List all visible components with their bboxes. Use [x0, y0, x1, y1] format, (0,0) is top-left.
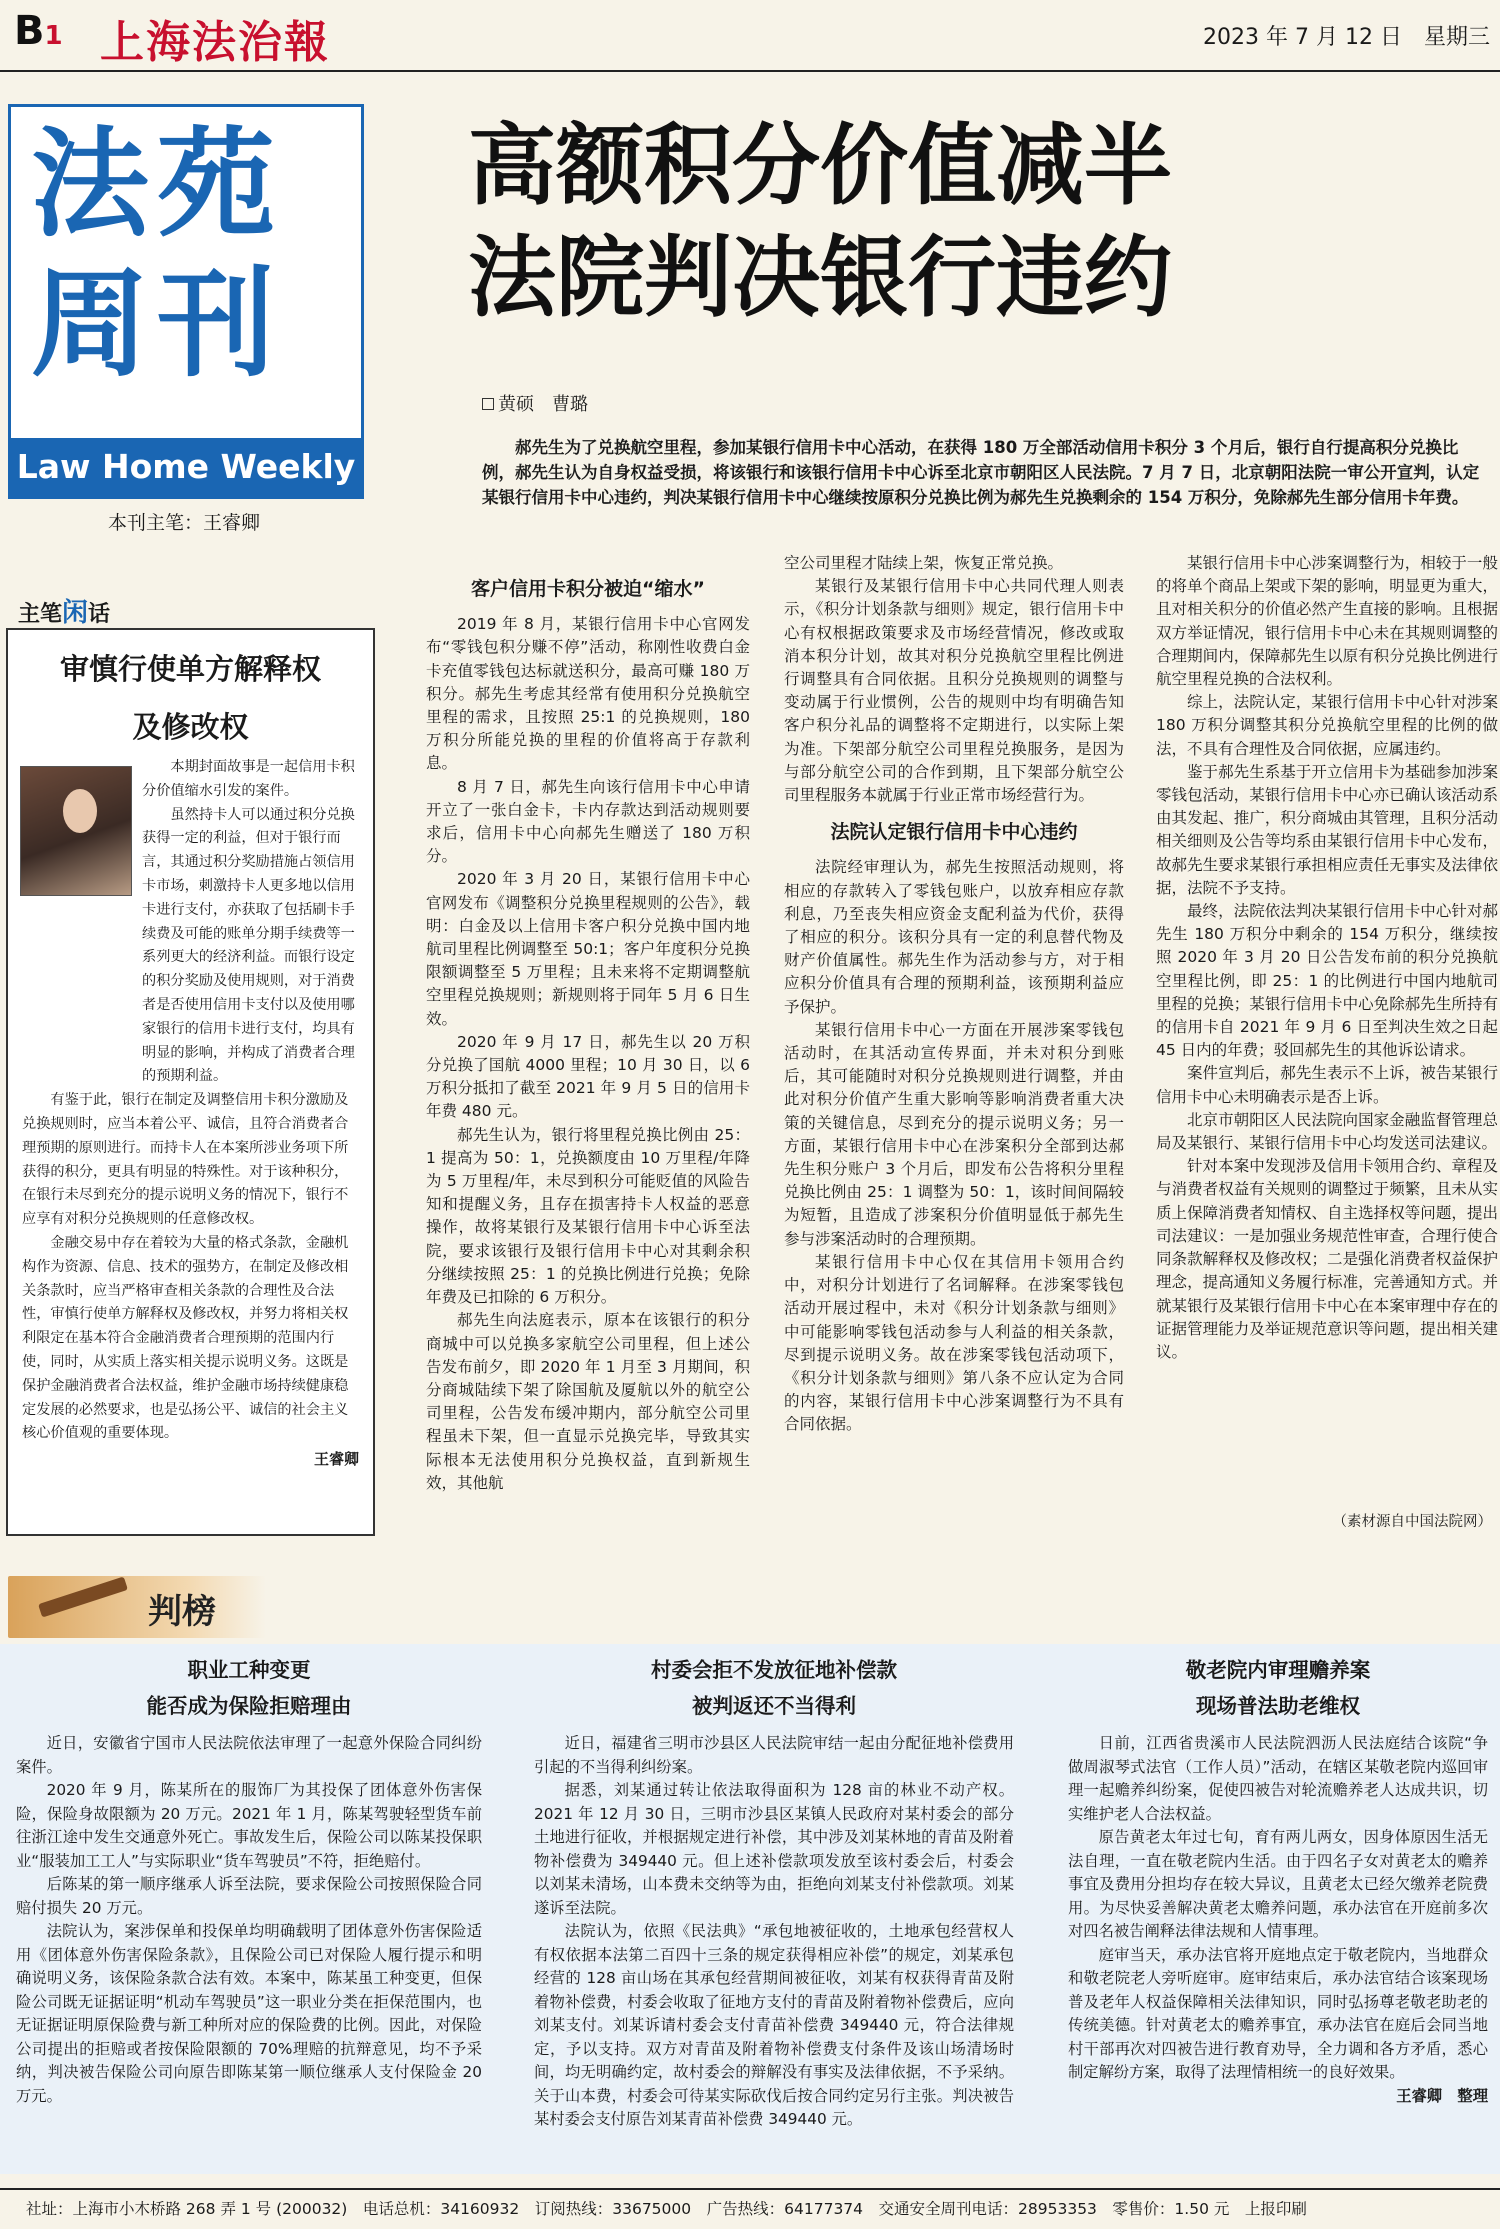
commentary-p1-text: 本期封面故事是一起信用卡积分价值缩水引发的案件。: [142, 759, 355, 799]
case-paragraph: 近日，安徽省宁国市人民法院依法审理了一起意外保险合同纠纷案件。: [16, 1734, 482, 1776]
lead-paragraph: 郝先生为了兑换航空里程，参加某银行信用卡中心活动，在获得 180 万全部活动信用卡积分 3 个月后，银行自行提高积分兑换比例，郝先生认为自身权益受损，将该银行和该银行信用卡中心诉至北京市朝阳区人民法院。7 月 7 日，北京朝阳法院一审公开宣判，认定某银行信用卡中心违约，判决某银行信用卡中心继续按原积分兑换比例为郝先生兑换剩余的 154 万积分，免除郝先生部分信用卡年费。: [482, 438, 1480, 507]
story-paragraph: 郝先生认为，银行将里程兑换比例由 25：1 提高为 50：1，兑换额度由 10 万里程/年降为 5 万里程/年，未尽到积分可能贬值的风险告知和提醒义务，且存在损害持卡人权益的恶意操作，故将某银行及某银行信用卡中心诉至法院，要求该银行及银行信用卡中心对其剩余积分继续按照 25：1 的兑换比例进行兑换；免除年费及已扣除的 6 万积分。: [426, 1125, 750, 1307]
byline-box-icon: [482, 398, 494, 410]
commentary-title-1: 审慎行使单方解释权: [59, 652, 321, 686]
case-paragraph: 法院认为，案涉保单和投保单均明确载明了团体意外伤害保险适用《团体意外伤害保险条款》，且保险公司已对保险人履行提示和明确说明义务，该保险条款合法有效。本案中，陈某虽工种变更，但保险公司既无证据证明“机动车驾驶员”这一职业分类在拒保范围内，也无证据证明原保险费与新工种所对应的保险费的比例。因此，对保险公司提出的拒赔或者按保险限额的 70%理赔的抗辩意见，均不予采纳，判决被告保险公司向原告即陈某第一顺位继承人支付保险金 20 万元。: [16, 1922, 482, 2105]
judgments-tab: [8, 1576, 266, 1638]
story-paragraph: 某银行及某银行信用卡中心共同代理人则表示，《积分计划条款与细则》规定，银行信用卡中心有权根据政策要求及市场经营情况，修改或取消本积分计划，故其对积分兑换航空里程比例进行调整具有合同依据。且积分兑换规则的调整与变动属于行业惯例，公告的规则中均有明确告知客户积分礼品的调整将不定期进行，以实际上架为准。下架部分航空公司里程兑换服务，是因为与部分航空公司的合作到期，且下架部分航空公司里程服务本就属于行业正常市场经营行为。: [784, 577, 1124, 805]
judgments-section-bar: [0, 1572, 1500, 1644]
case-paragraph: 日前，江西省贵溪市人民法院泗沥人民法庭结合该院“争做周淑琴式法官（工作人员）”活动，在辖区某敬老院内巡回审理一起赡养纠纷案，促使四被告对轮流赡养老人达成共识，切实维护老人合法权益。: [1068, 1734, 1488, 1823]
commentary-p3-text: 有鉴于此，银行在制定及调整信用卡积分激励及兑换规则时，应当本着公平、诚信，且符合消费者合理预期的原则进行。而持卡人在本案所涉业务项下所获得的积分，更具有明显的特殊性。对于该种积分，在银行未尽到充分的提示说明义务的情况下，银行不应享有对积分兑换规则的任意修改权。: [22, 1092, 349, 1228]
headline-line1: 高额积分价值减半: [468, 114, 1173, 217]
case-3-signature: 王睿卿 整理: [1396, 2086, 1488, 2105]
gavel-icon: [38, 1576, 128, 1617]
case-paragraph: 原告黄老太年过七旬，育有两儿两女，因身体原因生活无法自理，一直在敬老院内生活。由于四名子女对黄老太的赡养事宜及费用分担均存在较大异议，且黄老太已经欠缴养老院费用。为尽快妥善解决黄老太赡养问题，承办法官在开庭前多次对四名被告阐释法律法规和人情事理。: [1068, 1828, 1488, 1940]
masthead-english: Law Home Weekly: [11, 438, 361, 496]
case-2-title-line1: 村委会拒不发放征地补偿款: [651, 1658, 897, 1682]
case-paragraph: 法院认为，依照《民法典》“承包地被征收的，土地承包经营权人有权依据本法第二百四十三条的规定获得相应补偿”的规定，刘某承包经营的 128 亩山场在其承包经营期间被征收，刘某有权获得青苗及附着物补偿费，村委会收取了征地方支付的青苗及附着物补偿费后，应向刘某支付。刘某诉请村委会支付青苗补偿费 349440 元，符合法律规定，予以支持。双方对青苗及附着物补偿费支付条件及该山场清场时间，均无明确约定，故村委会的辩解没有事实及法律依据，不予采纳。关于山本费，村委会可待某实际砍伐后按合同约定另行主张。判决被告某村委会支付原告刘某青苗补偿费 349440 元。: [534, 1922, 1014, 2128]
commentary-p2-text: 虽然持卡人可以通过积分兑换获得一定的利益，但对于银行而言，其通过积分奖励措施占领信用卡市场，刺激持卡人更多地以信用卡进行支付，亦获取了包括刷卡手续费及可能的账单分期手续费等一系列更大的经济利益。而银行设定的积分奖励及使用规则，对于消费者是否使用信用卡支付以及使用哪家银行的信用卡进行支付，均具有明显的影响，并构成了消费者合理的预期利益。: [142, 806, 355, 1085]
story-paragraph: 2019 年 8 月，某银行信用卡中心官网发布“零钱包积分赚不停”活动，称刚性收费白金卡充值零钱包达标就送积分，最高可赚 180 万积分。郝先生考虑其经常有使用积分兑换航空里程的需求，且按照 25:1 的兑换规则，180 万积分所能兑换的里程的价值将高于存款利息。: [426, 615, 750, 773]
column-label-prefix: 主笔: [18, 602, 63, 627]
case-1-title-line2: 能否成为保险拒赔理由: [146, 1694, 352, 1718]
story-paragraph: 案件宣判后，郝先生表示不上诉，被告某银行信用卡中心未明确表示是否上诉。: [1156, 1064, 1498, 1106]
paper-name: 上海法治報: [100, 17, 330, 68]
story-paragraph: 鉴于郝先生系基于开立信用卡为基础参加涉案零钱包活动，某银行信用卡中心亦已确认该活动系由其发起、推广，积分商城由其管理，且积分活动相关细则及公告等均系由某银行信用卡中心发布，故郝先生要求某银行承担相应责任无事实及法律依据，法院不予支持。: [1156, 762, 1498, 897]
case-paragraph: 2020 年 9 月，陈某所在的服饰厂为其投保了团体意外伤害保险，保险身故限额为 20 万元。2021 年 1 月，陈某驾驶轻型货车前往浙江途中发生交通意外死亡。事故发生后，保险公司以陈某投保职业“服装加工工人”与实际职业“货车驾驶员”不符，拒绝赔付。: [16, 1781, 482, 1870]
case-2-title-line2: 被判返还不当得利: [692, 1694, 856, 1718]
case-paragraph: 近日，福建省三明市沙县区人民法院审结一起由分配征地补偿费用引起的不当得利纠纷案。: [534, 1734, 1014, 1776]
column-label: [18, 592, 110, 629]
issue-date: 2023 年 7 月 12 日 星期三: [1203, 25, 1490, 50]
footer: 社址：上海市小木桥路 268 弄 1 号 (200032) 电话总机：34160932 订阅热线：33675000 广告热线：64177374 交通安全周刊电话：28953353 零售价：1.50 元 上报印刷: [0, 2188, 1500, 2229]
story-paragraph: 最终，法院依法判决某银行信用卡中心针对郝先生 180 万积分中剩余的 154 万积分，继续按照 2020 年 3 月 20 日公告发布前的积分兑换航空里程比例，即 25：1 的比例进行中国内地航司里程的兑换；某银行信用卡中心免除郝先生所持有的信用卡自 2021 年 9 月 6 日至判决生效之日起 45 日内的年费；驳回郝先生的其他诉讼请求。: [1156, 902, 1498, 1060]
byline: [482, 390, 588, 416]
author-photo: [20, 766, 132, 896]
case-1: [16, 1652, 482, 2108]
case-3-title-line1: 敬老院内审理赡养案: [1185, 1658, 1371, 1682]
source-note: （素材源自中国法院网）: [1332, 1514, 1492, 1530]
page-number: [14, 8, 63, 54]
commentary-title-2: 及修改权: [132, 710, 249, 744]
headline: [468, 110, 1488, 334]
case-paragraph: 后陈某的第一顺序继承人诉至法院，要求保险公司按照保险合同赔付损失 20 万元。: [16, 1875, 482, 1917]
subheading-2: 法院认定银行信用卡中心违约: [830, 821, 1078, 844]
story-paragraph: 8 月 7 日，郝先生向该行信用卡中心申请开立了一张白金卡，卡内存款达到活动规则要求后，信用卡中心向郝先生赠送了 180 万积分。: [426, 777, 750, 866]
commentary-p3: [22, 1089, 359, 1232]
story-column-2: [784, 552, 1124, 1437]
story-paragraph: 郝先生向法庭表示，原本在该银行的积分商城中可以兑换多家航空公司里程，但上述公告发布前夕，即 2020 年 1 月至 3 月期间，积分商城陆续下架了除国航及厦航以外的航空公司里程，公告发布缓冲期内，部分航空公司里程虽未下架，但一直显示兑换完毕，导致其实际根本无法使用积分兑换权益，直到新规生效，其他航: [426, 1311, 750, 1492]
story-paragraph: 某银行信用卡中心一方面在开展涉案零钱包活动时，在其活动宣传界面，并未对积分到账后，其可能随时对积分兑换规则进行调整，并由此对积分价值产生重大影响等影响消费者重大决策的关键信息，尽到充分的提示说明义务；另一方面，某银行信用卡中心在涉案积分全部到达郝先生积分账户 3 个月后，即发布公告将积分里程兑换比例由 25：1 调整为 50：1，该时间间隔较为短暂，且造成了涉案积分价值明显低于郝先生参与涉案活动时的合理预期。: [784, 1020, 1124, 1248]
commentary-p4-text: 金融交易中存在着较为大量的格式条款，金融机构作为资源、信息、技术的强势方，在制定及修改相关条款时，应当严格审查相关条款的合理性及合法性，审慎行使单方解释权及修改权，并努力将相关权利限定在基本符合金融消费者合理预期的范围内行使，同时，从实质上落实相关提示说明义务。这既是保护金融消费者合法权益，维护金融市场持续健康稳定发展的必然要求，也是弘扬公平、诚信的社会主义核心价值观的重要体现。: [22, 1234, 349, 1442]
story-paragraph: 法院经审理认为，郝先生按照活动规则，将相应的存款转入了零钱包账户，以放弃相应存款利息，乃至丧失相应资金支配利益为代价，获得了相应的积分。该积分具有一定的利息替代物及财产价值属性。郝先生作为活动参与方，对于相应积分价值具有合理的预期利益，该预期利益应予保护。: [784, 858, 1124, 1016]
case-3: [1068, 1652, 1488, 2108]
column-label-suffix: 话: [88, 602, 111, 627]
commentary-p4: [22, 1232, 359, 1446]
judgments-panel: [0, 1644, 1500, 2174]
author-face: [63, 789, 97, 833]
subheading-1: 客户信用卡积分被迫“缩水”: [471, 578, 705, 600]
commentary-box: [6, 628, 375, 1536]
case-paragraph: 庭审当天，承办法官将开庭地点定于敬老院内，当地群众和敬老院老人旁听庭审。庭审结束后，承办法官结合该案现场普及老年人权益保障相关法律知识，同时弘扬尊老敬老助老的传统美德。针对黄老太的赡养事宜，承办法官在庭后会同当地村干部再次对四被告进行教育劝导，全力调和各方矛盾，悉心制定解纷方案，取得了法理情相统一的良好效果。: [1068, 1945, 1488, 2081]
column-label-glyph: 闲: [62, 598, 89, 628]
story-paragraph: 2020 年 3 月 20 日，某银行信用卡中心官网发布《调整积分兑换里程规则的公告》，载明：白金及以上信用卡客户积分兑换中国内地航司里程比例调整至 50:1；客户年度积分兑换限额调整至 5 万里程；且未来将不定期调整航空里程兑换规则；新规则将于同年 5 月 6 日生效。: [426, 870, 750, 1028]
case-2-title: [534, 1652, 1014, 1724]
case-paragraph: 据悉，刘某通过转让依法取得面积为 128 亩的林业不动产权。2021 年 12 月 30 日，三明市沙县区某镇人民政府对某村委会的部分土地进行征收，并根据规定进行补偿，其中涉及刘某林地的青苗及附着物补偿费为 349440 元。但上述补偿款项发放至该村委会后，村委会以刘某未清场，山本费未交纳等为由，拒绝向刘某支付补偿款项。刘某遂诉至法院。: [534, 1781, 1014, 1917]
story-paragraph: 某银行信用卡中心仅在其信用卡领用合约中，对积分计划进行了名词解释。在涉案零钱包活动开展过程中，未对《积分计划条款与细则》中可能影响零钱包活动参与人利益的相关条款，尽到提示说明义务。故在涉案零钱包活动项下，《积分计划条款与细则》第八条不应认定为合同的内容，某银行信用卡中心涉案调整行为不具有合同依据。: [784, 1252, 1124, 1434]
commentary-signature: 王睿卿: [313, 1450, 359, 1469]
case-3-title-line2: 现场普法助老维权: [1196, 1694, 1360, 1718]
story-paragraph: 北京市朝阳区人民法院向国家金融监督管理总局及某银行、某银行信用卡中心均发送司法建议。: [1156, 1110, 1498, 1153]
story-paragraph: 2020 年 9 月 17 日，郝先生以 20 万积分兑换了国航 4000 里程；10 月 30 日，以 6 万积分抵扣了截至 2021 年 9 月 5 日的信用卡年费 480 元。: [426, 1032, 750, 1121]
story-paragraph: 针对本案中发现涉及信用卡领用合约、章程及与消费者权益有关规则的调整过于频繁，且未从实质上保障消费者知情权、自主选择权等问题，提出司法建议：一是加强业务规范性审查，合理行使合同条款解释权及修改权；二是强化消费者权益保护理念，提高通知义务履行标准，完善通知方式。并就某银行及某银行信用卡中心在本案审理中存在的证据管理能力及举证规范意识等问题，提出相关建议。: [1156, 1157, 1498, 1361]
masthead: [8, 104, 364, 499]
masthead-line2: 周刊: [31, 255, 284, 393]
story-paragraph: 某银行信用卡中心涉案调整行为，相较于一般的将单个商品上架或下架的影响，明显更为重大，且对相关积分的价值必然产生直接的影响。且根据双方举证情况，银行信用卡中心未在其规则调整的合理期间内，保障郝先生以原有积分兑换比例进行航空里程兑换的合法权利。: [1156, 554, 1498, 689]
story-column-3: [1156, 552, 1498, 1364]
judgments-label: 判榜: [148, 1592, 216, 1632]
story-paragraph: 综上，法院认定，某银行信用卡中心针对涉案 180 万积分调整其积分兑换航空里程的比例的做法，不具有合理性及合同依据，应属违约。: [1156, 693, 1498, 758]
story-paragraph: 空公司里程才陆续上架，恢复正常兑换。: [784, 554, 1064, 572]
case-2: [534, 1652, 1014, 2132]
page-sub: 1: [44, 21, 63, 51]
case-1-title: [16, 1652, 482, 1724]
story-column-1: [426, 572, 750, 1495]
page-letter: B: [14, 8, 45, 54]
case-1-title-line1: 职业工种变更: [187, 1658, 311, 1682]
byline-authors: 黄硕 曹璐: [498, 394, 588, 415]
headline-line2: 法院判决银行违约: [468, 226, 1173, 329]
masthead-line1: 法苑: [31, 115, 284, 253]
case-3-title: [1068, 1652, 1488, 1724]
chief-editor: 本刊主笔：王睿卿: [108, 512, 261, 534]
